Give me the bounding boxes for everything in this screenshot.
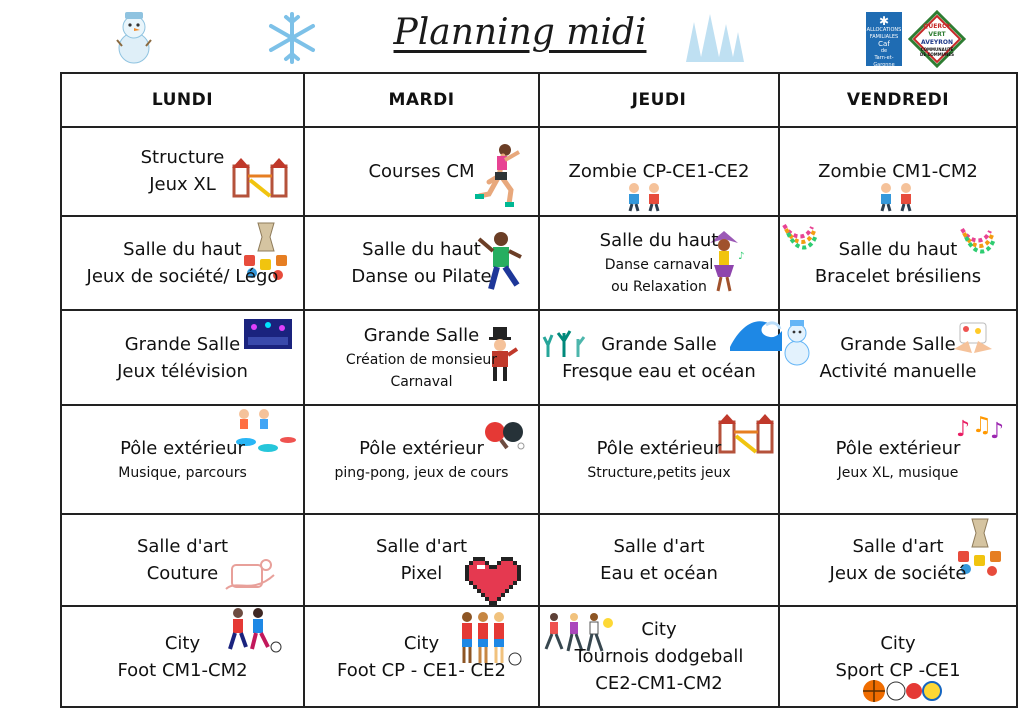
activity-cell — [61, 405, 304, 514]
schedule-body — [61, 127, 1017, 707]
schedule-row — [61, 310, 1017, 405]
activity-cell — [539, 310, 779, 405]
svg-text:♫: ♫ — [972, 412, 992, 438]
schedule-row — [61, 405, 1017, 514]
activity-cell — [304, 310, 539, 405]
kids-playing-icon — [624, 182, 666, 216]
activity-location: City — [164, 632, 201, 654]
activity-location: City — [403, 632, 440, 654]
caf-line-3: Caf — [878, 40, 890, 48]
activity-location: Zombie CM1-CM2 — [818, 160, 978, 182]
activity-location: Grande Salle — [124, 333, 241, 355]
activity-location: Salle d'art — [375, 535, 468, 557]
activity-location: City — [641, 619, 677, 641]
activity-detail: Jeux XL — [149, 174, 216, 196]
activity-cell — [539, 216, 779, 311]
day-header: JEUDI — [539, 73, 779, 127]
activity-cell — [779, 514, 1017, 607]
activity-detail: Couture — [146, 562, 219, 584]
activity-location: Grande Salle — [363, 325, 480, 347]
snowflake-icon — [264, 10, 320, 66]
activity-location: Grande Salle — [840, 333, 956, 355]
activity-location: Salle d'art — [613, 535, 705, 557]
schedule-row — [61, 514, 1017, 607]
activity-detail: Jeux XL, musique — [837, 464, 959, 481]
activity-cell — [779, 405, 1017, 514]
caf-line-1: ALLOCATIONS — [866, 27, 902, 33]
activity-location: Courses CM — [368, 160, 475, 182]
caf-line-2: FAMILIALES — [869, 34, 899, 40]
activity-detail: Danse ou Pilate — [351, 265, 492, 287]
qv-line-2: VERT — [928, 31, 946, 38]
activity-location: Pôle extérieur — [835, 437, 961, 459]
activity-cell — [779, 310, 1017, 405]
activity-detail: Pixel — [400, 562, 443, 584]
activity-location: Pôle extérieur — [120, 437, 245, 459]
activity-cell — [304, 514, 539, 607]
schedule-row — [61, 216, 1017, 311]
day-header: MARDI — [304, 73, 539, 127]
activity-detail: CE2-CM1-CM2 — [595, 673, 723, 695]
activity-detail: Foot CP - CE1- CE2 — [337, 659, 506, 681]
header-row — [61, 73, 1017, 127]
activity-location: Pôle extérieur — [359, 437, 484, 459]
activity-cell — [61, 127, 304, 216]
activity-cell — [539, 514, 779, 607]
kids-playing-icon — [876, 182, 918, 216]
activity-detail: Musique, parcours — [118, 464, 247, 481]
activity-location: Grande Salle — [601, 333, 717, 355]
schedule-row — [61, 127, 1017, 216]
quercy-vert-aveyron-logo — [908, 10, 966, 68]
activity-location: Salle d'art — [136, 535, 229, 557]
activity-location: City — [880, 632, 916, 654]
activity-detail: ou Relaxation — [611, 279, 707, 296]
activity-detail: Carnaval — [390, 374, 453, 391]
activity-location: Pôle extérieur — [596, 437, 722, 459]
activity-cell — [539, 405, 779, 514]
activity-location: Salle d'art — [852, 535, 944, 557]
activity-cell — [61, 606, 304, 707]
activity-cell — [539, 127, 779, 216]
activity-cell — [61, 216, 304, 311]
schedule-table — [60, 72, 1018, 708]
activity-detail: Sport CP -CE1 — [835, 659, 961, 681]
svg-text:♪: ♪ — [956, 416, 971, 442]
activity-cell — [779, 127, 1017, 216]
activity-detail: Jeux télévision — [117, 360, 248, 382]
activity-location: Salle du haut — [838, 238, 958, 260]
activity-detail: Structure,petits jeux — [587, 464, 731, 481]
qv-line-3: AVEYRON — [920, 39, 954, 46]
activity-cell — [304, 127, 539, 216]
day-header: LUNDI — [61, 73, 304, 127]
activity-location: Salle du haut — [362, 238, 481, 260]
qv-line-4: COMMUNAUTÉ — [920, 47, 954, 52]
svg-text:♪: ♪ — [738, 250, 745, 262]
qv-line-1: QUERCY — [923, 23, 951, 30]
activity-cell — [304, 606, 539, 707]
caf-star-icon: ✱ — [878, 14, 890, 28]
activity-cell — [539, 606, 779, 707]
snowman-icon — [112, 10, 156, 66]
activity-location: Salle du haut — [123, 238, 242, 260]
activity-detail: Bracelet brésiliens — [814, 265, 982, 287]
activity-detail: Activité manuelle — [819, 360, 977, 382]
activity-cell — [61, 310, 304, 405]
activity-location: Structure — [140, 147, 225, 169]
activity-detail: Jeux de société/ Légo — [86, 265, 279, 287]
schedule-row — [61, 606, 1017, 707]
activity-cell — [779, 216, 1017, 311]
activity-cell — [304, 405, 539, 514]
activity-cell — [304, 216, 539, 311]
page-title: Planning midi — [393, 12, 647, 53]
day-header: VENDREDI — [779, 73, 1017, 127]
activity-detail: Foot CM1-CM2 — [117, 659, 248, 681]
svg-text:♪: ♪ — [990, 418, 1005, 444]
caf-line-4: de — [880, 48, 888, 54]
activity-detail: ping-pong, jeux de cours — [334, 464, 509, 481]
activity-cell — [779, 606, 1017, 707]
activity-cell — [61, 514, 304, 607]
activity-detail: Création de monsieur — [345, 352, 498, 369]
activity-detail: Eau et océan — [600, 562, 718, 584]
activity-location: Zombie CP-CE1-CE2 — [568, 160, 750, 182]
activity-detail: Danse carnaval — [604, 257, 714, 274]
activity-location: Salle du haut — [599, 230, 719, 252]
activity-detail: Tournois dodgeball — [574, 646, 744, 668]
activity-detail: Fresque eau et océan — [562, 360, 756, 382]
activity-detail: Jeux de société — [829, 562, 967, 584]
qv-line-5: DE COMMUNES — [920, 52, 954, 57]
caf-logo — [866, 12, 902, 66]
snowy-trees-icon — [684, 12, 746, 66]
caf-line-5: Tarn-et-Garonne — [873, 55, 895, 68]
